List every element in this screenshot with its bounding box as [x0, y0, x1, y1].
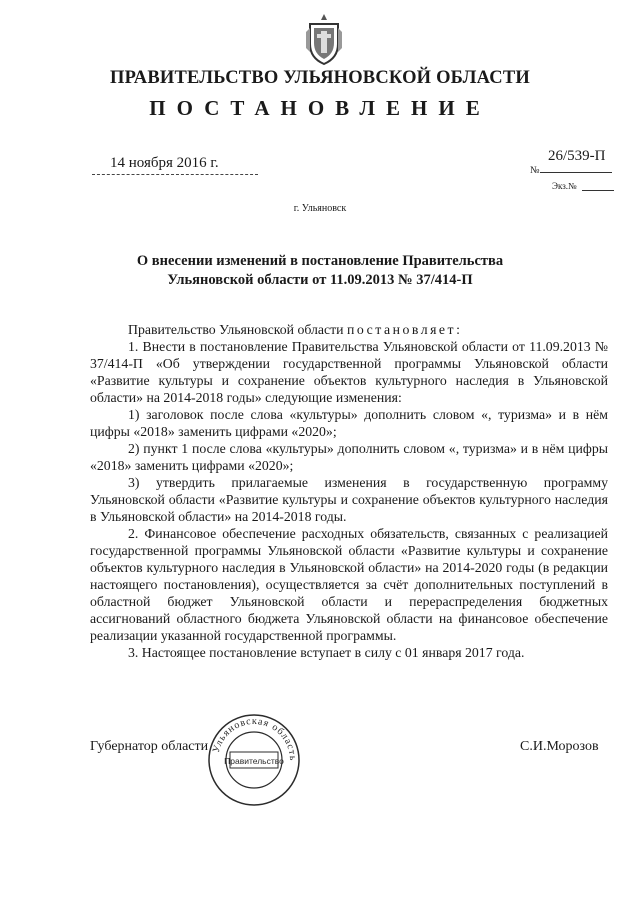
signer-name: С.И.Морозов	[520, 739, 599, 754]
paragraph-1-1: 1) заголовок после слова «культуры» дополнить словом «, туризма» и в нём цифры «2018» заменить цифрами «2020»;	[90, 407, 608, 439]
intro-spaced: постановляет:	[347, 322, 463, 337]
signer-title: Губернатор области	[90, 739, 209, 754]
city: г. Ульяновск	[293, 203, 347, 214]
paragraph-1: 1. Внести в постановление Правительства Ульяновской области от 11.09.2013 № 37/414-П «Об утверждении государственной программы Ульяновской области «Развитие культуры и сохранение объектов культурного наследия в Ульяновской области» на 2014-2018 годы» следующие изменения:	[90, 339, 608, 405]
copy-label: Экз.№	[552, 181, 577, 191]
coat-of-arms-icon	[304, 12, 344, 66]
seal-center-text: Правительство	[224, 756, 284, 766]
official-seal	[206, 712, 302, 808]
number-underline	[540, 172, 612, 173]
copy-underline	[582, 190, 614, 191]
document-number: 26/539-П	[548, 148, 606, 164]
date-underline	[92, 174, 258, 175]
document-date: 14 ноября 2016 г.	[110, 155, 219, 171]
number-sign: №	[530, 165, 540, 176]
intro-lead: Правительство Ульяновской области	[128, 322, 344, 337]
paragraph-2: 2. Финансовое обеспечение расходных обязательств, связанных с реализацией государственной программы Ульяновской области «Развитие культуры и сохранение объектов культурного наследия в Ульяновской области» на 2014-2020 годы (в редакции настоящего постановления), осуществляется за счёт дополнительных поступлений в областной бюджет Ульяновской области и перераспределения бюджетных ассигнований областного бюджета Ульяновской области на финансовое обеспечение реализации указанной государственной программы.	[90, 526, 608, 643]
subject-line-1: О внесении изменений в постановление Правительства	[136, 253, 504, 269]
document-subject	[120, 252, 520, 290]
paragraph-3: 3. Настоящее постановление вступает в силу с 01 января 2017 года.	[128, 645, 525, 660]
paragraph-1-2: 2) пункт 1 после слова «культуры» дополнить словом «, туризма» и в нём цифры «2018» заменить цифрами «2020»;	[90, 441, 608, 473]
government-title: ПРАВИТЕЛЬСТВО УЛЬЯНОВСКОЙ ОБЛАСТИ	[110, 68, 530, 88]
paragraph-1-3: 3) утвердить прилагаемые изменения в государственную программу Ульяновской области «Развитие культуры и сохранение объектов культурного наследия в Ульяновской области» на 2014-2018 годы.	[90, 475, 608, 524]
intro-paragraph	[90, 321, 608, 338]
document-type-title: ПОСТАНОВЛЕНИЕ	[149, 96, 491, 120]
subject-line-2: Ульяновской области от 11.09.2013 № 37/414-П	[167, 272, 473, 288]
seal-outer-text: Ульяновская область	[210, 715, 299, 762]
document-body	[90, 321, 608, 661]
